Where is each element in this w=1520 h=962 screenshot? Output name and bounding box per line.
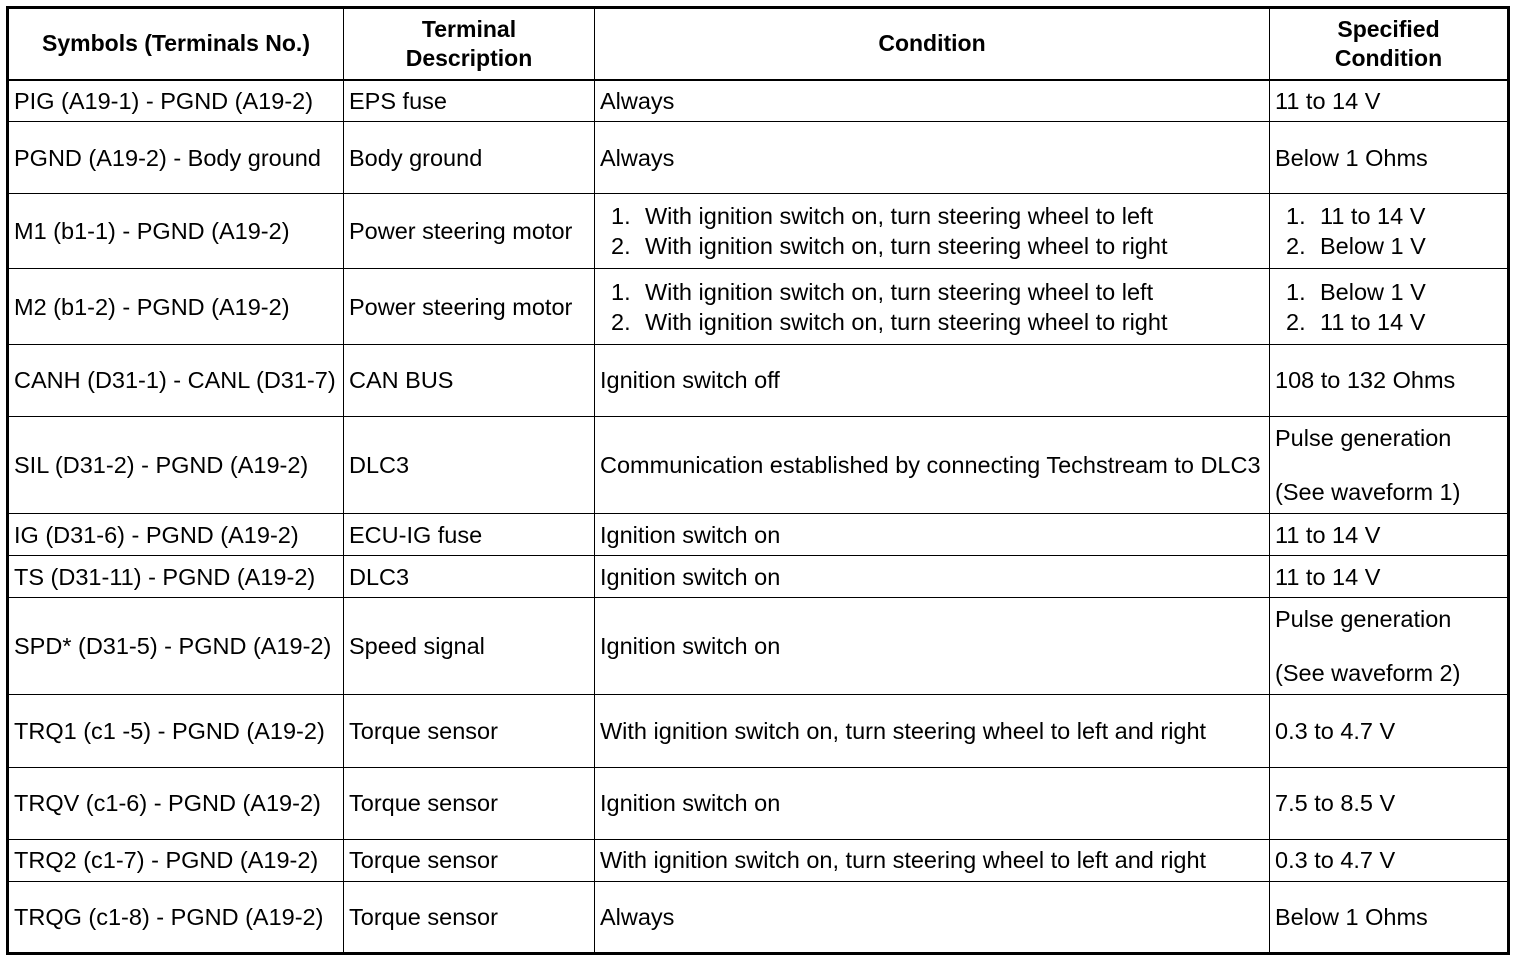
list-number: 2. bbox=[1286, 233, 1306, 260]
table-row bbox=[8, 556, 1509, 598]
condition-cell bbox=[595, 269, 1270, 344]
specified-cell: 11 to 14 V bbox=[1270, 556, 1509, 598]
specified-cell: 7.5 to 8.5 V bbox=[1270, 767, 1509, 839]
header-specified-line2: Condition bbox=[1334, 44, 1443, 71]
table-row bbox=[8, 80, 1509, 122]
table-row bbox=[8, 122, 1509, 194]
header-description-line1: Terminal bbox=[421, 15, 517, 42]
specified-cell: 11 to 14 V bbox=[1270, 513, 1509, 555]
list-text: 11 to 14 V bbox=[1320, 203, 1426, 230]
list-item bbox=[595, 277, 1269, 307]
symbols-cell: TRQV (c1-6) - PGND (A19-2) bbox=[8, 767, 344, 839]
description-cell: ECU-IG fuse bbox=[344, 513, 595, 555]
list-item bbox=[595, 307, 1269, 337]
specified-cell: 0.3 to 4.7 V bbox=[1270, 839, 1509, 881]
specified-cell bbox=[1270, 194, 1509, 269]
list-number: 2. bbox=[1286, 308, 1306, 335]
description-cell: Speed signal bbox=[344, 598, 595, 695]
symbols-cell: TRQ1 (c1 -5) - PGND (A19-2) bbox=[8, 695, 344, 767]
header-specified-condition bbox=[1270, 8, 1509, 80]
table-row bbox=[8, 598, 1509, 695]
header-condition: Condition bbox=[595, 8, 1270, 80]
description-cell: Torque sensor bbox=[344, 767, 595, 839]
symbols-cell: IG (D31-6) - PGND (A19-2) bbox=[8, 513, 344, 555]
condition-cell: Always bbox=[595, 80, 1270, 122]
symbols-cell: SIL (D31-2) - PGND (A19-2) bbox=[8, 416, 344, 513]
header-terminal-description bbox=[344, 8, 595, 80]
list-item bbox=[595, 231, 1269, 261]
list-text: Below 1 V bbox=[1320, 233, 1426, 260]
list-text: With ignition switch on, turn steering wheel to left bbox=[645, 203, 1154, 230]
description-cell: DLC3 bbox=[344, 556, 595, 598]
condition-cell: Always bbox=[595, 122, 1270, 194]
list-item bbox=[595, 201, 1269, 231]
waveform-note: (See waveform 2) bbox=[1275, 660, 1461, 687]
specified-cell bbox=[1270, 598, 1509, 695]
symbols-cell: CANH (D31-1) - CANL (D31-7) bbox=[8, 344, 344, 416]
list-number: 1. bbox=[611, 203, 631, 230]
header-description-line2: Description bbox=[405, 44, 533, 71]
description-cell: Torque sensor bbox=[344, 695, 595, 767]
specified-cell: 108 to 132 Ohms bbox=[1270, 344, 1509, 416]
list-item bbox=[1270, 307, 1507, 337]
condition-cell: Ignition switch on bbox=[595, 767, 1270, 839]
table-row bbox=[8, 344, 1509, 416]
table-row bbox=[8, 513, 1509, 555]
condition-cell: With ignition switch on, turn steering wheel to left and right bbox=[595, 839, 1270, 881]
description-cell: EPS fuse bbox=[344, 80, 595, 122]
condition-cell bbox=[595, 194, 1270, 269]
table-row bbox=[8, 269, 1509, 344]
list-number: 1. bbox=[1286, 203, 1306, 230]
description-cell: Power steering motor bbox=[344, 194, 595, 269]
condition-cell: Ignition switch on bbox=[595, 513, 1270, 555]
list-text: With ignition switch on, turn steering wheel to right bbox=[645, 233, 1168, 260]
list-number: 1. bbox=[1286, 278, 1306, 305]
header-symbols: Symbols (Terminals No.) bbox=[8, 8, 344, 80]
symbols-cell: M1 (b1-1) - PGND (A19-2) bbox=[8, 194, 344, 269]
list-text: With ignition switch on, turn steering wheel to left bbox=[645, 278, 1154, 305]
symbols-cell: TRQG (c1-8) - PGND (A19-2) bbox=[8, 881, 344, 953]
description-cell: Body ground bbox=[344, 122, 595, 194]
symbols-cell: M2 (b1-2) - PGND (A19-2) bbox=[8, 269, 344, 344]
condition-cell: Ignition switch off bbox=[595, 344, 1270, 416]
waveform-note: (See waveform 1) bbox=[1275, 478, 1461, 505]
description-cell: CAN BUS bbox=[344, 344, 595, 416]
description-cell: Torque sensor bbox=[344, 839, 595, 881]
symbols-cell: TS (D31-11) - PGND (A19-2) bbox=[8, 556, 344, 598]
terminal-spec-table bbox=[6, 6, 1510, 955]
list-item bbox=[1270, 231, 1507, 261]
condition-cell: Communication established by connecting Techstream to DLC3 bbox=[595, 416, 1270, 513]
list-text: 11 to 14 V bbox=[1320, 308, 1426, 335]
table-row bbox=[8, 695, 1509, 767]
specified-cell: 0.3 to 4.7 V bbox=[1270, 695, 1509, 767]
symbols-cell: PIG (A19-1) - PGND (A19-2) bbox=[8, 80, 344, 122]
list-number: 2. bbox=[611, 308, 631, 335]
condition-cell: Ignition switch on bbox=[595, 556, 1270, 598]
specified-cell bbox=[1270, 416, 1509, 513]
header-specified-line1: Specified bbox=[1337, 15, 1440, 42]
specified-text: Pulse generation bbox=[1275, 424, 1452, 451]
table-row bbox=[8, 194, 1509, 269]
table-row bbox=[8, 839, 1509, 881]
symbols-cell: TRQ2 (c1-7) - PGND (A19-2) bbox=[8, 839, 344, 881]
condition-cell: Ignition switch on bbox=[595, 598, 1270, 695]
list-text: With ignition switch on, turn steering wheel to right bbox=[645, 308, 1168, 335]
specified-text: Pulse generation bbox=[1275, 606, 1452, 633]
condition-cell: Always bbox=[595, 881, 1270, 953]
description-cell: DLC3 bbox=[344, 416, 595, 513]
symbols-cell: PGND (A19-2) - Body ground bbox=[8, 122, 344, 194]
header-row bbox=[8, 8, 1509, 80]
list-text: Below 1 V bbox=[1320, 278, 1426, 305]
list-number: 1. bbox=[611, 278, 631, 305]
table-row bbox=[8, 767, 1509, 839]
table-row bbox=[8, 881, 1509, 953]
table-row bbox=[8, 416, 1509, 513]
specified-cell: Below 1 Ohms bbox=[1270, 122, 1509, 194]
description-cell: Power steering motor bbox=[344, 269, 595, 344]
specified-cell: 11 to 14 V bbox=[1270, 80, 1509, 122]
specified-cell bbox=[1270, 269, 1509, 344]
list-item bbox=[1270, 201, 1507, 231]
list-item bbox=[1270, 277, 1507, 307]
specified-cell: Below 1 Ohms bbox=[1270, 881, 1509, 953]
symbols-cell: SPD* (D31-5) - PGND (A19-2) bbox=[8, 598, 344, 695]
condition-cell: With ignition switch on, turn steering wheel to left and right bbox=[595, 695, 1270, 767]
list-number: 2. bbox=[611, 233, 631, 260]
description-cell: Torque sensor bbox=[344, 881, 595, 953]
